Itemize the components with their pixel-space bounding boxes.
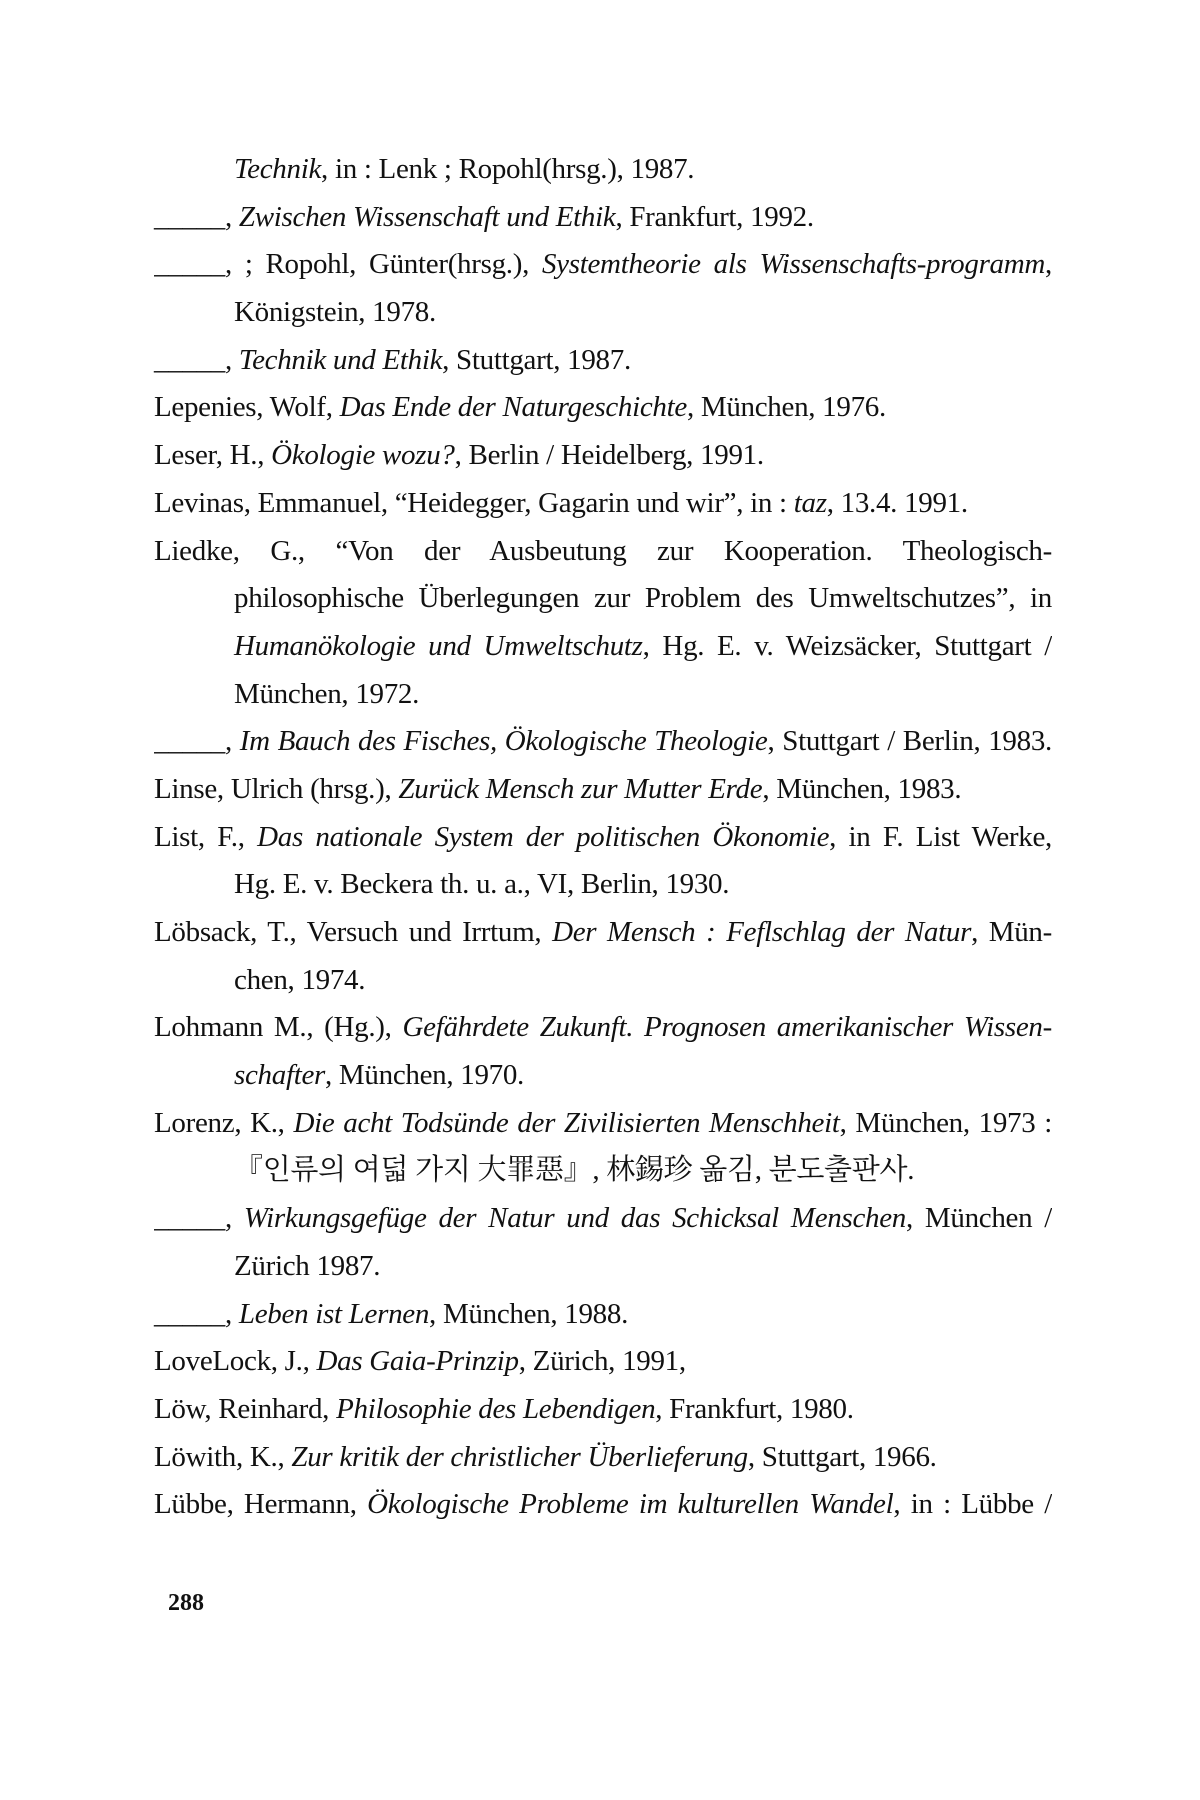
italic-title-text: Systemtheorie als Wissenschafts-programm [541, 248, 1046, 281]
citation-text: List, F., [154, 820, 258, 853]
italic-title-text: Das Gaia-Prinzip [316, 1345, 519, 1378]
bibliography-line [154, 1195, 1052, 1243]
citation-text: , München, 1988. [429, 1297, 629, 1330]
bibliography-line [154, 909, 1052, 957]
italic-title-text: Zwischen Wissenschaft und Ethik [238, 200, 616, 233]
citation-text: , [1045, 248, 1052, 281]
citation-text: , Frankfurt, 1980. [655, 1392, 854, 1425]
italic-title-text: schafter [234, 1059, 326, 1092]
citation-text: _____, [154, 200, 239, 233]
italic-title-text: Technik [234, 153, 322, 185]
bibliography-line [154, 337, 1052, 385]
italic-title-text: Leben ist Lernen [238, 1297, 430, 1330]
bibliography-line [154, 671, 1052, 719]
bibliography-line [154, 1291, 1052, 1339]
citation-text: Lorenz, K., [154, 1106, 294, 1139]
bibliography-line [154, 1481, 1052, 1529]
citation-text: , München, 1973 : [839, 1106, 1052, 1139]
citation-text: , 13.4. 1991. [826, 486, 968, 519]
bibliography-line [154, 861, 1052, 909]
citation-text: , Stuttgart, 1966. [747, 1440, 937, 1473]
citation-text: , in : Lübbe / [893, 1488, 1052, 1521]
italic-title-text: Das Ende der Naturgeschichte [339, 391, 687, 424]
citation-text: Königstein, 1978. [234, 296, 436, 329]
bibliography-line [154, 1147, 1052, 1195]
bibliography-line [154, 241, 1052, 289]
italic-title-text: Der Mensch : Feflschlag der Natur [552, 916, 972, 948]
bibliography-line [154, 194, 1052, 242]
citation-text: Lohmann M., (Hg.), [154, 1011, 403, 1044]
citation-text: _____, ; Ropohl, Günter(hrsg.), [154, 248, 542, 281]
italic-title-text: Im Bauch des Fisches, Ökologische Theologie [239, 725, 768, 758]
citation-text: Löw, Reinhard, [154, 1392, 337, 1425]
citation-text: LoveLock, J., [154, 1345, 317, 1378]
citation-text: München, 1972. [234, 677, 420, 710]
italic-title-text: taz [793, 486, 827, 519]
bibliography-line [154, 146, 1052, 194]
citation-text: Liedke, G., “Von der Ausbeutung zur Kooperation. Theologisch- [154, 534, 1052, 567]
citation-text: , Stuttgart, 1987. [442, 343, 631, 376]
bibliography-line [154, 432, 1052, 480]
italic-title-text: Zurück Mensch zur Mutter Erde [398, 772, 763, 805]
page-number: 288 [168, 1590, 204, 1616]
bibliography-line [154, 289, 1052, 337]
bibliography-line [154, 1004, 1052, 1052]
citation-text: , Stuttgart / Berlin, 1983. [767, 725, 1052, 758]
citation-text: Linse, Ulrich (hrsg.), [154, 772, 399, 805]
citation-text: , München, 1970. [325, 1059, 525, 1092]
citation-text: Lepenies, Wolf, [154, 391, 340, 424]
citation-text: , Zürich, 1991, [518, 1345, 686, 1378]
italic-title-text: Philosophie des Lebendigen [336, 1392, 656, 1425]
citation-text: Zürich 1987. [234, 1249, 381, 1282]
citation-text: _____, [154, 725, 240, 758]
italic-title-text: Wirkungsgefüge der Natur und das Schicksal Menschen [243, 1202, 907, 1235]
bibliography-line [154, 718, 1052, 766]
citation-text: chen, 1974. [234, 963, 366, 996]
bibliography-line [154, 384, 1052, 432]
citation-text: , München, 1983. [762, 772, 962, 805]
bibliography-list [154, 146, 1052, 1529]
citation-text: Löbsack, T., Versuch und Irrtum, [154, 916, 553, 948]
italic-title-text: Technik und Ethik [238, 343, 443, 376]
bibliography-line [154, 575, 1052, 623]
citation-text: Levinas, Emmanuel, “Heidegger, Gagarin und wir”, in : [154, 486, 794, 519]
italic-title-text: Humanökologie und Umweltschutz [234, 629, 643, 662]
citation-text: _____, [154, 1202, 244, 1235]
citation-text: philosophische Überlegungen zur Problem des Umweltschutzes”, in [234, 582, 1052, 615]
citation-text: , Hg. E. v. Weizsäcker, Stuttgart / [642, 629, 1052, 662]
bibliography-line [154, 1386, 1052, 1434]
italic-title-text: Ökologische Probleme im kulturellen Wandel [367, 1488, 894, 1521]
citation-text: Hg. E. v. Beckera th. u. a., VI, Berlin, 1930. [234, 868, 730, 901]
citation-text: Leser, H., [154, 439, 272, 472]
bibliography-line [154, 957, 1052, 1005]
citation-text: , München, 1976. [686, 391, 886, 424]
bibliography-line [154, 480, 1052, 528]
italic-title-text: Gefährdete Zukunft. Prognosen amerikanischer Wissen- [402, 1011, 1052, 1044]
italic-title-text: Das nationale System der politischen Ökonomie [257, 820, 830, 853]
citation-text: , in : Lenk ; Ropohl(hrsg.), 1987. [321, 153, 695, 185]
bibliography-line [154, 1338, 1052, 1386]
citation-text: , in F. List Werke, [829, 820, 1052, 853]
citation-text: Löwith, K., [154, 1440, 292, 1473]
citation-text: , Berlin / Heidelberg, 1991. [454, 439, 764, 472]
bibliography-line [154, 1243, 1052, 1291]
citation-text: , München / [906, 1202, 1052, 1235]
italic-title-text: Ökologie wozu? [271, 439, 455, 472]
bibliography-line [154, 528, 1052, 576]
citation-text: 『인류의 여덟 가지 大罪惡』, 林錫珍 옮김, 분도출판사. [234, 1154, 915, 1187]
bibliography-line [154, 814, 1052, 862]
citation-text: Lübbe, Hermann, [154, 1488, 368, 1521]
citation-text: _____, [154, 343, 239, 376]
bibliography-line [154, 1100, 1052, 1148]
italic-title-text: Zur kritik der christlicher Überlieferung [291, 1440, 748, 1473]
italic-title-text: Die acht Todsünde der Zivilisierten Menschheit [293, 1106, 840, 1139]
citation-text: , Mün- [971, 916, 1052, 948]
citation-text: _____, [154, 1297, 239, 1330]
bibliography-line [154, 766, 1052, 814]
citation-text: , Frankfurt, 1992. [615, 200, 814, 233]
bibliography-line [154, 623, 1052, 671]
bibliography-line [154, 1052, 1052, 1100]
bibliography-line [154, 1434, 1052, 1482]
